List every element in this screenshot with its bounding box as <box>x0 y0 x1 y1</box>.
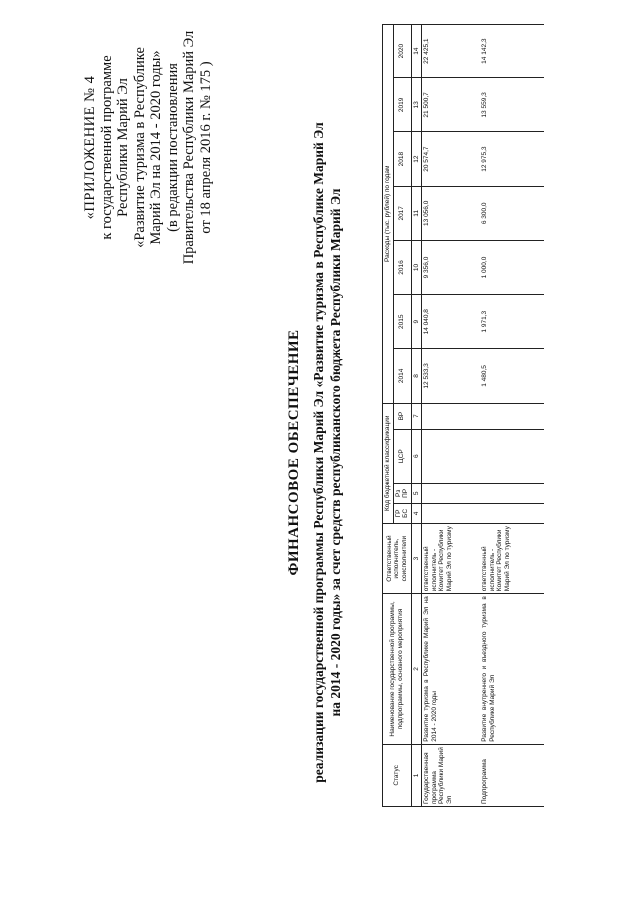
column-number: 14 <box>411 25 422 78</box>
appendix-line: (в редакции постановления <box>164 63 181 232</box>
header-rzpr: Рз ПР <box>393 483 411 503</box>
row-vr <box>480 403 544 429</box>
header-vr: ВР <box>393 403 411 429</box>
column-number: 5 <box>411 483 422 503</box>
header-expenses: Расходы (тыс. рублей) по годам <box>383 25 394 404</box>
header-year: 2014 <box>393 349 411 403</box>
document-subtitle <box>310 0 344 905</box>
appendix-line: к государственной программе <box>98 55 115 240</box>
header-budget-code: Код бюджетной классификации <box>383 403 394 523</box>
column-number: 9 <box>411 295 422 349</box>
appendix-line: Правительства Республики Марий Эл <box>181 30 197 265</box>
appendix-block <box>82 30 214 265</box>
header-year: 2017 <box>393 186 411 240</box>
column-number-row <box>411 25 422 807</box>
column-number: 7 <box>411 403 422 429</box>
financing-table <box>382 24 544 807</box>
header-year: 2016 <box>393 240 411 294</box>
header-year: 2020 <box>393 25 411 78</box>
appendix-line: «Развитие туризма в Республике <box>131 47 148 248</box>
appendix-line: «ПРИЛОЖЕНИЕ № 4 <box>82 75 98 220</box>
row-value: 13 056,0 <box>422 186 481 240</box>
header-grbs: ГР БС <box>393 503 411 523</box>
appendix-line: Республики Марий Эл <box>115 78 131 217</box>
row-value: 12 975,3 <box>480 132 544 186</box>
document-title: ФИНАНСОВОЕ ОБЕСПЕЧЕНИЕ <box>286 329 302 576</box>
row-value: 22 425,1 <box>422 25 481 78</box>
row-value: 1 000,0 <box>480 240 544 294</box>
row-csr <box>422 429 481 483</box>
appendix-line: Марий Эл на 2014 - 2020 годы» <box>148 50 164 245</box>
row-value: 21 500,7 <box>422 78 481 132</box>
column-number: 10 <box>411 240 422 294</box>
row-status: Государственная программа Республики Марий Эл <box>422 744 481 806</box>
header-year: 2015 <box>393 295 411 349</box>
column-number: 2 <box>411 594 422 745</box>
header-year: 2018 <box>393 132 411 186</box>
header-year: 2019 <box>393 78 411 132</box>
row-rzpr <box>422 483 481 503</box>
row-value: 6 300,0 <box>480 186 544 240</box>
column-number: 11 <box>411 186 422 240</box>
column-number: 8 <box>411 349 422 403</box>
column-number: 3 <box>411 523 422 593</box>
row-responsible: ответственный исполнитель - Комитет Республики Марий Эл по туризму <box>422 523 481 593</box>
row-value: 1 480,5 <box>480 349 544 403</box>
row-grbs <box>480 503 544 523</box>
table-row <box>480 25 544 807</box>
row-value: 9 356,0 <box>422 240 481 294</box>
table-row <box>422 25 481 807</box>
column-number: 12 <box>411 132 422 186</box>
appendix-line: от 18 апреля 2016 г. № 175 ) <box>197 61 214 234</box>
row-vr <box>422 403 481 429</box>
row-name: Развитие внутреннего и въездного туризма в Республике Марий Эл <box>480 594 544 745</box>
row-status: Подпрограмма <box>480 744 544 806</box>
row-value: 13 559,3 <box>480 78 544 132</box>
row-value: 12 533,3 <box>422 349 481 403</box>
column-number: 1 <box>411 744 422 806</box>
header-responsible: Ответственный исполнитель, соисполнители <box>383 523 412 593</box>
row-value: 14 142,3 <box>480 25 544 78</box>
row-value: 20 574,7 <box>422 132 481 186</box>
row-rzpr <box>480 483 544 503</box>
column-number: 6 <box>411 429 422 483</box>
subtitle-line: реализации государственной программы Республики Марий Эл «Развитие туризма в Республике Марий Эл <box>311 122 326 783</box>
header-csr: ЦСР <box>393 429 411 483</box>
row-grbs <box>422 503 481 523</box>
column-number: 13 <box>411 78 422 132</box>
row-value: 1 971,3 <box>480 295 544 349</box>
column-number: 4 <box>411 503 422 523</box>
subtitle-line: на 2014 - 2020 годы» за счет средств республиканского бюджета Республики Марий Эл <box>328 188 343 717</box>
row-csr <box>480 429 544 483</box>
header-status: Статус <box>383 744 412 806</box>
row-responsible: ответственный исполнитель - Комитет Республики Марий Эл по туризму <box>480 523 544 593</box>
row-value: 14 040,8 <box>422 295 481 349</box>
header-name: Наименование государственной программы, подпрограммы, основного мероприятия <box>383 594 412 745</box>
row-name: Развитие туризма в Республике Марий Эл на 2014 - 2020 годы <box>422 594 481 745</box>
